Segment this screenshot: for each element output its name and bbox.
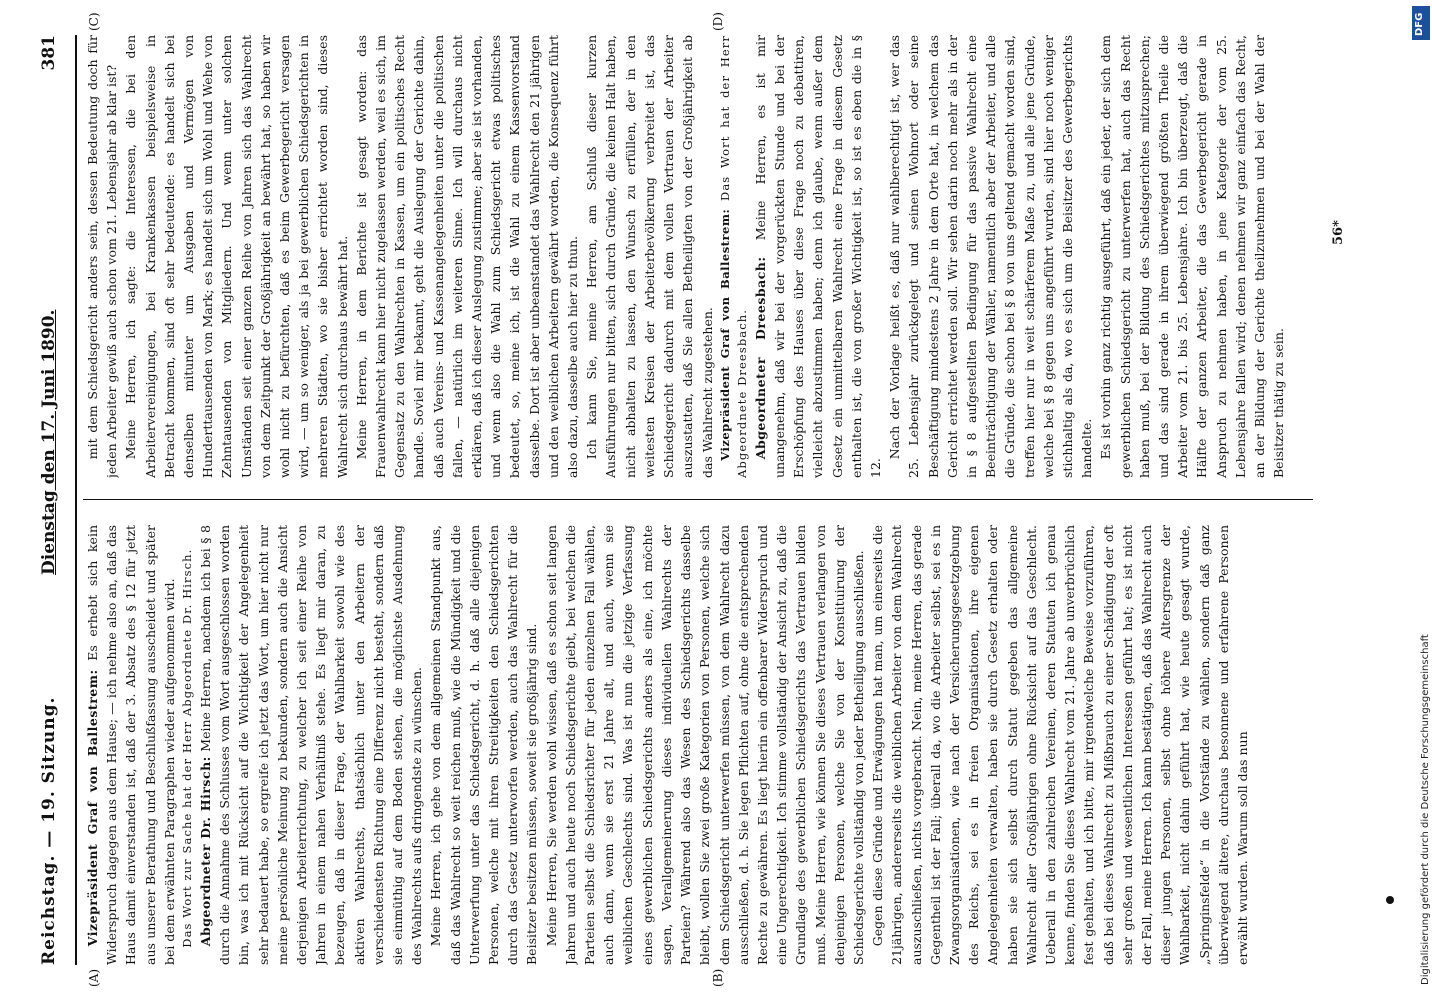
speaker-name: Abgeordneter Dr. Hirsch: (198, 756, 214, 947)
rotated-page-content (35, 12, 1355, 987)
signature-mark: 56* (1331, 220, 1346, 245)
paragraph: Ich kann Sie, meine Herren, am Schluß dieser kurzen Ausführungen nur bitten, sich durch Gründe, die keinen Halt haben, nicht abhalten zu lassen, den Wunsch zu erfüllen, der in den weitesten Kreisen der Arbeiterbevölkerung verbreitet ist, das Schiedsgericht dadurch mit dem vollen Vertrauen der Arbeiter auszustatten, daß Sie allen Betheiligten von der Großjährigkeit ab das Wahlrecht zugestehen. (584, 35, 715, 478)
dfg-logo (1412, 6, 1430, 40)
speech-text: Das Wort hat der Herr Abgeordnete Dreesbach. (717, 35, 749, 478)
running-header (35, 35, 75, 965)
speaker-name: Vizepräsident Graf von Ballestrem: (85, 669, 100, 947)
ink-spot (1386, 896, 1394, 904)
paragraph: Gegen diese Gründe und Erwägungen hat man, um einerseits die 21jährigen, andererseits die weiblichen Arbeiter von dem Wahlrecht auszuschließen, nichts vorgebracht. Nein, meine Herren, das gerade Gegentheil ist der Fall; überall da, wo die Arbeiter selbst, sei es in Zwangsorganisationen, wie nach der Versicherungsgesetzgebung des Reichs, sei es in freien Organisationen, ihre eigenen Angelegenheiten verwalten, haben sie durch Gesetz erhalten oder haben sie sich selbst durch Statut gegeben das allgemeine Wahlrecht aller Großjährigen ohne Rücksicht auf das Geschlecht. Ueberall in den zahlreichen Vereinen, deren Statuten ich genau kenne, finden Sie dieses Wahlrecht vom 21. Jahre ab unverbrüchlich fest gehalten, und ich bitte, mir irgendwelche Beweise vorzuführen, daß bei dieses Wahlrecht zu Mißbrauch zu einer Schädigung der oft sehr großen und wesentlichen Interessen geführt hat; es ist nicht der Fall, meine Herren. Ich kann bestätigen, daß das Wahlrecht auch dieser jungen Personen, selbst ohne höhere Altersgrenze der Wahlbarkeit, nicht dahin geführt hat, wie heute gesagt wurde, „Springinsfelde“ in die Vorstände zu wählen, sondern daß ganz überwiegend ältere, durchaus besonnene und erfahrene Personen erwählt wurden. Warum soll das nun (870, 525, 1250, 965)
column-divider (83, 499, 1313, 500)
speech-text: Es erhebt sich kein Widerspruch dagegen aus dem Hause; — ich nehme also an, daß das Haus damit einverstanden ist, daß der 3. Absatz des § 12 für jetzt aus unserer Berathung und Beschlußfassung ausscheidet und später bei dem erwähnten Paragraphen wieder aufgenommen wird. (85, 525, 177, 965)
paragraph (196, 525, 426, 965)
dfg-logo-text: DFG (1414, 12, 1425, 36)
text-column-left (83, 525, 1313, 965)
header-session: Reichstag. — 19. Sitzung. (39, 696, 59, 965)
page-number: 381 (39, 35, 59, 71)
speaker-name: Vizepräsident Graf von Ballestrem: (717, 208, 732, 461)
margin-mark-c: (C) (87, 12, 101, 31)
paragraph: Das Wort zur Sache hat der Herr Abgeordnete Dr. Hirsch. (180, 548, 195, 948)
paragraph (751, 35, 885, 478)
paragraph: mit dem Schiedsgericht anders sein, dessen Bedeutung doch für jeden Arbeiter gewiß auch schon vom 21. Lebensjahr ab klar ist? (85, 35, 120, 478)
paragraph: Nach der Vorlage heißt es, daß nur wahlberechtigt ist, wer das 25. Lebensjahr zurückgelegt und seinen Wohnort oder seine Beschäftigung mindestens 2 Jahre in dem Orte hat, in welchem das Gericht errichtet werden soll. Wir sehen darin noch mehr als in der in § 8 aufgestellten Bedingung für das passive Wahlrecht eine Beeinträchtigung der Wähler, namentlich aber der Arbeiter, und alle die Gründe, die schon bei § 8 von uns geltend gemacht worden sind, treffen hier nur in weit schärferem Maße zu, und alle jene Gründe, welche bei § 8 gegen uns angeführt wurden, sind hier noch weniger stichhaltig als da, wo es sich um die Beisitzer des Gewerbegerichts handelte. (887, 35, 1095, 478)
margin-mark-b: (B) (711, 968, 725, 987)
speech-text: Meine Herren, nachdem ich bei § 8 durch die Annahme des Schlusses vom Wort ausgeschlossen worden bin, was ich mit Rücksicht auf die Wichtigkeit der Angelegenheit sehr bedauert habe, so ergreife ich jetzt das Wort, um hier nicht nur meine persönliche Meinung zu bekunden, sondern auch die Ansicht derjenigen Arbeiterrichtung, zu welcher ich seit einer Reihe von Jahren in einem nahen Verhältniß stehe. Es liegt mir daran, zu bezeugen, daß in dieser Frage, der Wahlbarkeit sowohl wie des aktiven Wahlrechts, thatsächlich unter den Arbeitern der verschiedensten Richtung eine Differenz nicht besteht, sondern daß sie einmüthig auf dem Boden stehen, die möglichste Ausdehnung des Wahlrechts aufs dringendste zu wünschen. (198, 525, 425, 965)
text-column-right (83, 35, 1313, 478)
paragraph: Meine Herren, in dem Berichte ist gesagt worden: das Frauenwahlrecht kann hier nicht zugelassen werden, weil es sich, im Gegensatz zu den Wahlrechten in Kassen, um ein politisches Recht handle. Soviel mir bekannt, geht die Auslegung der Gerichte dahin, daß auch Vereins- und Kassenangelegenheiten unter die politischen fallen, — natürlich im weiteren Sinne. Ich will durchaus nicht erklären, daß ich dieser Auslegung zustimme; aber sie ist vorhanden, und wenn also die Wahl zum Schiedsgericht etwas politisches bedeutet, so, meine ich, ist die Wahl zu einem Kassenvorstand dasselbe. Dort ist aber unbeanstandet das Wahlrecht den 21 jährigen und den weiblichen Arbeitern gewährt worden, die Konsequenz führt also dazu, dasselbe auch hier zu thun. (353, 35, 581, 478)
paragraph (717, 35, 751, 478)
header-rule (75, 35, 77, 965)
digitization-credit: Digitalisierung gefördert durch die Deutsche Forschungsgemeinschaft (1420, 634, 1431, 985)
header-date: Dienstag den 17. Juni 1890. (39, 309, 59, 575)
paragraph: Es ist vorhin ganz richtig ausgeführt, daß ein jeder, der sich dem gewerblichen Schiedsgericht zu unterwerfen hat, auch das Recht haben muß, bei der Bildung des Schiedsgerichtes mitzusprechen; und das sind gerade in ihrem überwiegend größten Theile die Arbeiter vom 21. bis 25. Lebensjahre. Ich bin überzeugt, daß die Hälfte der ganzen Arbeiter, die das Gewerbegericht gerade in Anspruch zu nehmen haben, in jene Kategorie der vom 25. Lebensjahre fallen wird; denen nehmen wir ganz einfach das Recht, an der Bildung der Gerichte theilzunehmen und bei der Wahl der Beisitzer thätig zu sein. (1098, 35, 1287, 478)
paragraph: Meine Herren, Sie werden wohl wissen, daß es schon seit langen Jahren und auch heute noch Schiedsgerichte giebt, bei welchen die Parteien selbst die Schiedsrichter für jeden einzelnen Fall wählen, auch dann, wenn sie erst 21 Jahre alt, und auch, wenn sie weiblichen Geschlechts sind. Was ist nun die jetzige Verfassung eines gewerblichen Schiedsgerichts anders als eine, ich möchte sagen, Verallgemeinerung dieses individuellen Wahlrechts der Parteien? Während also das Wesen des Schiedsgerichts dasselbe bleibt, wollen Sie zwei große Kategorien von Personen, welche sich dem Schiedsgericht unterwerfen müssen, von dem Wahlrecht dazu ausschließen, d. h. Sie legen Pflichten auf, ohne die entsprechenden Rechte zu gewähren. Es liegt hierin ein offenbarer Widerspruch und eine Ungerechtigkeit. Ich stimme vollständig der Ansicht zu, daß die Grundlage des gewerblichen Schiedsgerichts das Vertrauen bilden muß. Meine Herren, wie können Sie dieses Vertrauen verlangen von denjenigen Personen, welche Sie von der Konstituirung der Schiedsgerichte vollständig von jeder Betheiligung ausschließen. (543, 525, 866, 965)
speaker-name: Abgeordneter Dreesbach: (752, 256, 768, 460)
speech-text: Meine Herren, es ist mir unangenehm, daß wir bei der vorgerückten Stunde und bei der Erschöpfung des Hauses über diese Frage noch zu debattiren, vielleicht abzustimmen haben; denn ich glaube, wenn außer dem Gesetz ein unmittelbaren Wahlrecht eine Frage in diesem Gesetz enthalten ist, die von großer Wichtigkeit ist, so ist es eben die in § 12. (752, 35, 883, 478)
margin-mark-d: (D) (711, 12, 725, 31)
paragraph: Meine Herren, ich gehe von dem allgemeinen Standpunkt aus, daß das Wahlrecht so weit reichen muß, wie die Mündigkeit und die Unterwerfung unter das Schiedsgericht, d. h. daß alle diejenigen Personen, welche mit ihren Streitigkeiten den Schiedsgerichten durch das Gesetz unterworfen werden, auch das Wahlrecht für die Beisitzer besitzen müssen, soweit sie großjährig sind. (428, 525, 540, 965)
paragraph (83, 525, 179, 965)
margin-mark-a: (A) (87, 968, 101, 987)
paragraph: Meine Herren, ich sagte: die Interessen, die bei den Arbeitervereinigungen, bei Krankenkassen beispielsweise in Betracht kommen, sind oft sehr bedeutende: es handelt sich bei denselben mitunter um Ausgaben und Vermögen von Hunderttausenden von Mark; es handelt sich um Wohl und Wehe von Zehntausenden von Mitgliedern. Und wenn unter solchen Umständen seit einer ganzen Reihe von Jahren sich das Wahlrecht von dem Zeitpunkt der Großjährigkeit an bewährt hat, so haben wir wohl nicht zu befürchten, daß es beim Gewerbegericht versagen wird, — um so weniger, als ja bei gewerblichen Schiedsgerichten in mehreren Städten, wo sie bisher errichtet worden sind, dieses Wahlrecht sich durchaus bewährt hat. (123, 35, 350, 478)
